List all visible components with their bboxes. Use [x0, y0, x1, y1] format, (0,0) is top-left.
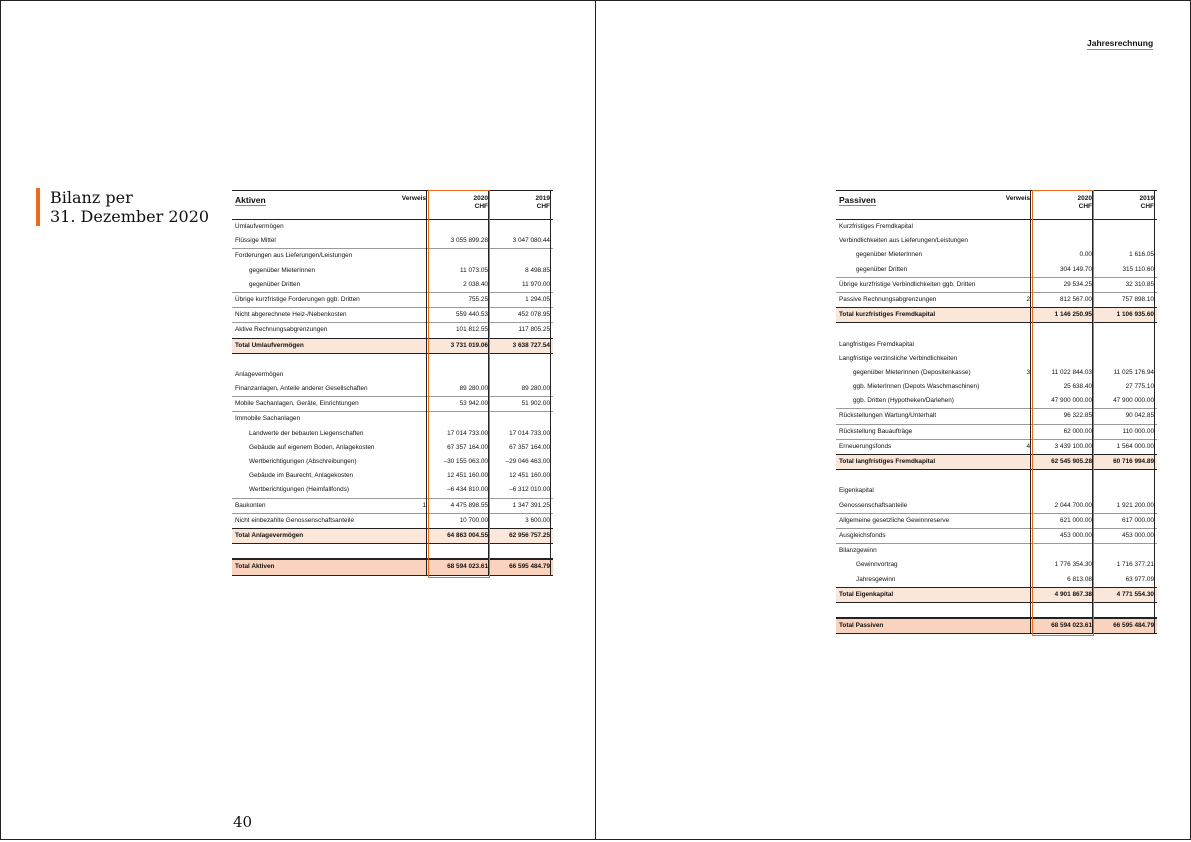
table-row [232, 469, 553, 483]
table-row [836, 248, 1157, 262]
row-spacer [836, 470, 1157, 484]
total-row [836, 307, 1157, 323]
table-row [836, 366, 1157, 380]
value-2020: 11 073.05 [460, 266, 488, 274]
row-reference: 1 [422, 501, 426, 509]
value-2019: 17 014 733.00 [509, 429, 550, 437]
row-label: Eigenkapital [839, 487, 874, 495]
value-2020: 2 038.40 [463, 280, 488, 288]
heading-line-2: 31. Dezember 2020 [50, 207, 210, 226]
value-2020: 68 594 023.61 [447, 563, 488, 571]
row-label: Umlaufvermögen [235, 223, 284, 230]
table-row [232, 514, 553, 528]
row-label: Nicht einbezahlte Genossenschaftsanteile [235, 516, 355, 524]
table-row [232, 264, 553, 278]
row-label: ggb. Dritten (Hypotheken/Darlehen) [853, 397, 954, 405]
value-2019: 8 498.85 [525, 266, 550, 274]
table-row [232, 368, 553, 382]
value-2019: 67 357 164.00 [509, 443, 550, 451]
value-2019: 1 716 377.21 [1116, 561, 1154, 569]
table-row [836, 263, 1157, 278]
value-2020: 12 451 160.00 [447, 472, 488, 480]
row-spacer [232, 354, 553, 368]
table-row [232, 499, 553, 514]
row-label: Jahresgewinn [856, 575, 896, 583]
value-2019: 110 000.00 [1122, 427, 1154, 435]
value-2019: 63 977.09 [1125, 575, 1154, 583]
value-2019: 617 000.00 [1122, 516, 1154, 524]
column-header-2019: 2019 CHF [535, 195, 550, 210]
value-2019: 3 638 727.54 [512, 341, 550, 349]
table-row [836, 573, 1157, 587]
value-2020: –30 155 063.00 [443, 458, 488, 465]
value-2019: 51 902.00 [521, 400, 550, 408]
row-label: ggb. MieterInnen (Depots Waschmaschinen) [853, 383, 980, 391]
value-2020: 10 700.00 [459, 516, 488, 524]
row-label: Baukonten [235, 501, 266, 509]
value-2019: 90 042.85 [1125, 412, 1154, 420]
value-2019: 452 078.95 [518, 311, 550, 319]
value-2020: 29 534.25 [1063, 280, 1092, 288]
total-row [232, 528, 553, 544]
value-2019: 1 616.05 [1129, 251, 1154, 259]
row-label: Ausgleichsfonds [839, 531, 886, 539]
value-2019: 3 047 080.44 [512, 237, 550, 245]
table-row [836, 529, 1157, 544]
row-label: Total Passiven [839, 622, 884, 630]
table-row [232, 382, 553, 397]
row-label: Total Aktiven [235, 563, 275, 571]
value-2020: 6 813.08 [1067, 575, 1092, 583]
row-label: Immobile Sachanlagen [235, 415, 301, 423]
row-label: gegenüber Dritten [249, 280, 301, 288]
value-2020: 47 900 000.00 [1051, 397, 1092, 405]
value-2020: –6 434 810.00 [447, 486, 488, 494]
row-spacer [836, 603, 1157, 617]
row-label: gegenüber MieterInnen (Depositenkasse) [853, 368, 971, 376]
heading-line-1: Bilanz per [50, 188, 133, 207]
value-2020: 68 594 023.61 [1051, 622, 1092, 630]
column-divider [1092, 190, 1093, 634]
value-2020: 2 044 700.00 [1054, 501, 1092, 509]
value-2019: 1 106 935.60 [1116, 311, 1154, 319]
table-row [836, 338, 1157, 352]
table-row [836, 499, 1157, 514]
row-label: Total Umlaufvermögen [235, 341, 304, 349]
row-label: Allgemeine gesetzliche Gewinnreserve [839, 516, 950, 524]
total-row [836, 587, 1157, 603]
value-2020: 64 863 004.55 [447, 531, 488, 539]
value-2019: 1 564 000.00 [1116, 442, 1154, 450]
page-heading [36, 188, 209, 226]
table-row [836, 234, 1157, 248]
running-header: Jahresrechnung [1087, 38, 1154, 48]
row-label: Total Eigenkapital [839, 590, 894, 598]
total-row [836, 454, 1157, 470]
value-2020: 1 776 354.30 [1054, 561, 1092, 569]
value-2019: 757 898.10 [1122, 295, 1154, 303]
value-2019: 11 970.00 [522, 280, 550, 288]
table-body [232, 220, 553, 576]
value-2020: 812 567.00 [1060, 295, 1092, 303]
table-header [232, 190, 553, 220]
column-header-verweis: Verweis [1005, 195, 1030, 202]
row-reference: 3 [1026, 368, 1030, 376]
row-label: Gebäude im Baurecht, Anlagekosten [249, 472, 354, 480]
passiven-table [836, 190, 1157, 634]
row-label: Forderungen aus Lieferungen/Leistungen [235, 252, 353, 260]
table-header [836, 190, 1157, 220]
column-divider [488, 190, 489, 576]
row-label: Kurzfristiges Fremdkapital [839, 223, 913, 230]
row-reference: 4 [1026, 442, 1030, 450]
column-header-2019: 2019 CHF [1139, 195, 1154, 210]
value-2019: 1 294.05 [525, 295, 550, 303]
table-row [232, 234, 553, 249]
table-row [836, 220, 1157, 234]
value-2020: 4 901 867.38 [1054, 590, 1092, 598]
row-label: Total langfristiges Fremdkapital [839, 458, 936, 465]
value-2020: 3 055 899.28 [450, 237, 488, 245]
page-number: 40 [233, 813, 253, 831]
value-2020: 89 280.00 [459, 385, 488, 393]
table-row [232, 397, 553, 412]
row-label: Wertberichtigungen (Heimfallfonds) [249, 486, 350, 494]
table-row [836, 278, 1157, 293]
table-row [836, 380, 1157, 394]
row-label: Erneuerungsfonds [839, 442, 892, 450]
value-2020: 755.25 [468, 295, 488, 303]
row-spacer [232, 544, 553, 558]
row-label: Total Anlagevermögen [235, 531, 304, 539]
total-row [232, 558, 553, 575]
value-2020: 62 545 905.28 [1051, 458, 1092, 465]
table-row [836, 440, 1157, 454]
row-label: gegenüber Dritten [856, 265, 908, 273]
value-2020: 53 942.00 [459, 400, 488, 408]
aktiven-table [232, 190, 553, 576]
total-row [836, 617, 1157, 634]
column-divider [1154, 190, 1155, 634]
value-2019: 3 600.00 [525, 516, 550, 524]
column-divider [426, 190, 427, 576]
value-2020: 0.00 [1079, 251, 1092, 259]
row-label: Gebäude auf eigenem Boden, Anlagekosten [249, 443, 375, 451]
table-row [232, 412, 553, 426]
value-2020: 17 014 733.00 [447, 429, 488, 437]
row-label: Übrige kurzfristige Verbindlichkeiten ggb. Dritten [839, 280, 976, 288]
value-2020: 453 000.00 [1060, 531, 1092, 539]
row-reference: 2 [1026, 295, 1030, 303]
table-row [232, 455, 553, 469]
table-row [232, 293, 553, 308]
table-row [232, 483, 553, 498]
value-2019: 1 921 200.00 [1116, 501, 1154, 509]
value-2019: 89 280.00 [521, 385, 550, 393]
value-2020: 1 146 250.95 [1054, 311, 1092, 319]
row-label: Flüssige Mittel [235, 237, 276, 245]
table-row [836, 293, 1157, 307]
row-label: Wertberichtigungen (Abschreibungen) [249, 458, 357, 465]
row-label: Bilanzgewinn [839, 547, 877, 555]
value-2020: 96 322.85 [1063, 412, 1092, 420]
row-label: Nicht abgerechnete Heiz-/Nebenkosten [235, 311, 347, 319]
table-row [836, 484, 1157, 498]
table-row [232, 427, 553, 441]
table-row [836, 544, 1157, 558]
table-row [232, 441, 553, 455]
value-2020: 67 357 164.00 [447, 443, 488, 451]
table-row [836, 425, 1157, 440]
row-label: Gewinnvortrag [856, 561, 898, 569]
row-label: Langfristige verzinsliche Verbindlichkeiten [839, 354, 958, 362]
value-2020: 4 475 898.55 [450, 501, 488, 509]
value-2019: 66 595 484.79 [509, 563, 550, 571]
value-2020: 559 440.53 [456, 311, 488, 319]
value-2020: 101 812.55 [456, 326, 488, 334]
column-divider [550, 190, 551, 576]
table-row [232, 308, 553, 323]
row-label: Langfristiges Fremdkapital [839, 340, 914, 348]
column-header-2020: 2020 CHF [473, 195, 488, 210]
value-2019: 11 025 176.94 [1113, 368, 1154, 376]
value-2019: 47 900 000.00 [1113, 397, 1154, 405]
table-body [836, 220, 1157, 634]
total-row [232, 338, 553, 354]
table-row [836, 409, 1157, 424]
table-row [836, 514, 1157, 529]
table-row [232, 249, 553, 263]
row-label: Rückstellung Bauaufträge [839, 427, 913, 435]
row-label: gegenüber MieterInnen [249, 266, 316, 274]
value-2020: 25 638.40 [1063, 383, 1092, 391]
row-label: Total kurzfristiges Fremdkapital [839, 311, 936, 319]
row-label: Übrige kurzfristige Forderungen ggb. Dritten [235, 295, 360, 303]
value-2019: –29 046 463.00 [505, 458, 550, 465]
table-row [232, 220, 553, 234]
value-2020: 62 000.00 [1063, 427, 1092, 435]
value-2019: 4 771 554.30 [1116, 590, 1154, 598]
value-2020: 304 149.70 [1060, 265, 1092, 273]
value-2019: 66 595 484.79 [1113, 622, 1154, 630]
value-2020: 621 000.00 [1060, 516, 1092, 524]
row-spacer [836, 323, 1157, 337]
row-label: Verbindlichkeiten aus Lieferungen/Leistungen [839, 237, 968, 245]
table-row [836, 352, 1157, 366]
row-label: Landwerte der bebauten Liegenschaften [249, 429, 364, 437]
value-2019: 12 451 160.00 [509, 472, 550, 480]
value-2020: 3 439 100.00 [1054, 442, 1092, 450]
value-2019: 60 716 994.89 [1113, 458, 1154, 465]
column-header-2020: 2020 CHF [1077, 195, 1092, 210]
value-2020: 3 731 019.06 [450, 341, 488, 349]
row-label: Anlagevermögen [235, 370, 284, 378]
value-2019: 117 805.25 [518, 326, 550, 334]
table-row [232, 323, 553, 337]
table-title: Aktiven [235, 195, 266, 205]
value-2019: 32 310.85 [1125, 280, 1154, 288]
column-header-verweis: Verweis [401, 195, 426, 202]
value-2019: –6 312 010.00 [509, 486, 550, 494]
row-label: Aktive Rechnungsabgrenzungen [235, 326, 328, 334]
value-2019: 1 347 391.25 [512, 501, 550, 509]
table-row [836, 558, 1157, 572]
value-2019: 62 956 757.25 [509, 531, 550, 539]
row-label: Mobile Sachanlagen, Geräte, Einrichtungen [235, 400, 359, 408]
row-label: Genossenschaftsanteile [839, 501, 908, 509]
table-row [232, 278, 553, 293]
value-2019: 453 000.00 [1122, 531, 1154, 539]
value-2019: 315 110.60 [1122, 265, 1154, 273]
row-label: Finanzanlagen, Anteile anderer Gesellschaften [235, 385, 368, 393]
row-label: Passive Rechnungsabgrenzungen [839, 295, 937, 303]
table-row [836, 394, 1157, 409]
table-title: Passiven [839, 195, 876, 205]
row-label: gegenüber MieterInnen [856, 251, 923, 259]
value-2020: 11 022 844.03 [1051, 368, 1092, 376]
value-2019: 27 775.10 [1125, 383, 1154, 391]
row-label: Rückstellungen Wartung/Unterhalt [839, 412, 937, 420]
column-divider [1030, 190, 1031, 634]
